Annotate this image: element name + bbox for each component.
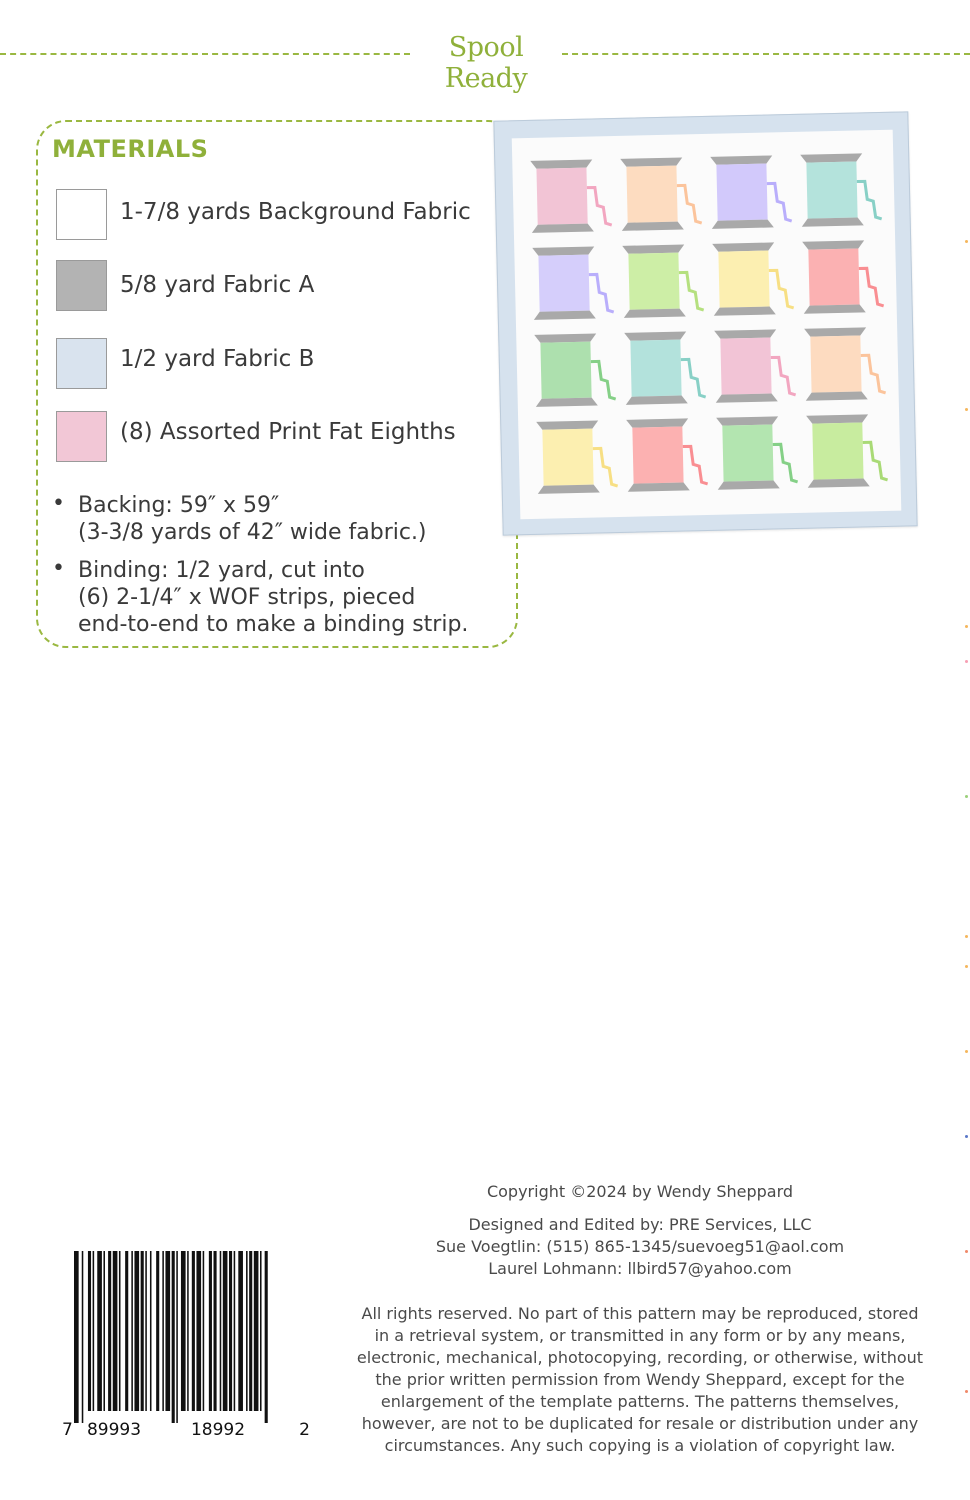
swatch-label-fat-eighths: (8) Assorted Print Fat Eighths: [120, 419, 456, 445]
barcode-bar: [103, 1251, 105, 1411]
edge-dot: [965, 660, 968, 663]
spool-block: [804, 327, 886, 401]
swatch-fabric-a: [56, 260, 107, 311]
spool-block: [800, 153, 882, 227]
spool-block: [710, 155, 792, 229]
spool-block: [530, 159, 612, 233]
spool-block: [622, 244, 704, 318]
barcode-bar: [229, 1251, 232, 1411]
edge-dot: [965, 795, 968, 798]
barcode-bar: [97, 1251, 102, 1411]
barcode-bar: [119, 1251, 121, 1411]
barcode-bar: [249, 1251, 252, 1411]
rights-line: the prior written permission from Wendy Sheppard, except for the: [375, 1370, 905, 1389]
backing-line-2: (3-3/8 yards of 42″ wide fabric.): [78, 520, 427, 545]
edge-dot: [965, 625, 968, 628]
edge-dot: [965, 935, 968, 938]
barcode-bar: [131, 1251, 133, 1411]
barcode-bar: [82, 1251, 84, 1423]
barcode-bar: [223, 1251, 228, 1411]
barcode-digits: 2: [299, 1420, 310, 1440]
barcode-digits: 7: [62, 1420, 73, 1440]
edge-dot: [965, 240, 968, 243]
barcode-bar: [265, 1251, 268, 1423]
binding-info: [78, 557, 468, 638]
barcode-bar: [209, 1251, 212, 1411]
spool-block: [624, 331, 706, 405]
barcode-bar: [134, 1251, 139, 1411]
swatch-label-background-fabric: 1-7/8 yards Background Fabric: [120, 199, 471, 225]
spool-block: [626, 418, 708, 492]
backing-line-1: Backing: 59″ x 59″: [78, 493, 280, 518]
barcode-bar: [187, 1251, 189, 1411]
swatch-fabric-b: [56, 338, 107, 389]
swatch-label-fabric-b: 1/2 yard Fabric B: [120, 346, 315, 372]
edge-dot: [965, 965, 968, 968]
barcode-bar: [145, 1251, 147, 1411]
copyright-line: Copyright ©2024 by Wendy Sheppard: [486, 1182, 794, 1201]
barcode-bar: [172, 1251, 175, 1423]
spool-quilt-svg: [512, 130, 902, 520]
spool-block: [620, 157, 702, 231]
header-dashed-line-right: [562, 53, 970, 55]
barcode-bar: [246, 1251, 248, 1411]
edge-dot: [965, 408, 968, 411]
header-dashed-line-left: [0, 53, 410, 55]
barcode-bar: [165, 1251, 170, 1411]
barcode-bar: [113, 1251, 118, 1411]
barcode-bar: [181, 1251, 186, 1411]
materials-title: MATERIALS: [52, 135, 209, 163]
barcode-bar: [254, 1251, 259, 1411]
swatch-label-fabric-a: 5/8 yard Fabric A: [120, 272, 315, 298]
spool-block: [532, 246, 614, 320]
barcode-digits: 18992: [190, 1420, 246, 1440]
barcode-bar: [234, 1251, 236, 1411]
rights-line: circumstances. Any such copying is a violation of copyright law.: [384, 1436, 896, 1455]
swatch-fat-eighths: [56, 411, 107, 462]
binding-line-3: end-to-end to make a binding strip.: [78, 612, 469, 637]
spool-block: [716, 416, 798, 490]
barcode-bar: [88, 1251, 91, 1411]
binding-line-1: Binding: 1/2 yard, cut into: [78, 558, 365, 583]
barcode-bar: [203, 1251, 205, 1411]
swatch-background-fabric: [56, 189, 107, 240]
rights-line: electronic, mechanical, photocopying, recording, or otherwise, without: [356, 1348, 924, 1367]
rights-line: however, are not to be duplicated for resale or distribution under any: [361, 1414, 919, 1433]
barcode-bar: [156, 1251, 159, 1411]
spool-block: [712, 242, 794, 316]
quilt-illustration: [493, 111, 917, 535]
edge-dot: [965, 1390, 968, 1393]
barcode-bar: [93, 1251, 95, 1411]
barcode-bar: [192, 1251, 195, 1411]
spool-block: [534, 333, 616, 407]
quilt-center: [512, 130, 902, 520]
rights-line: in a retrieval system, or transmitted in any form or by any means,: [374, 1326, 906, 1345]
barcode-bar: [162, 1251, 164, 1411]
bullet-dot: •: [52, 556, 65, 581]
spool-block: [806, 414, 888, 488]
spool-block: [536, 420, 618, 494]
barcode-bar: [150, 1251, 152, 1411]
spool-block: [714, 329, 796, 403]
credit-laurel: Laurel Lohmann: llbird57@yahoo.com: [488, 1259, 792, 1278]
barcode-bar: [141, 1251, 144, 1411]
backing-info: [78, 492, 427, 546]
barcode-bars: [58, 1251, 318, 1441]
edge-dot: [965, 1250, 968, 1253]
barcode-bar: [220, 1251, 222, 1411]
barcode-bar: [74, 1251, 79, 1423]
edge-dot: [965, 1135, 968, 1138]
barcode-bar: [108, 1251, 111, 1411]
credit-sue: Sue Voegtlin: (515) 865-1345/suevoeg51@aol.com: [435, 1237, 845, 1256]
credit-designed: Designed and Edited by: PRE Services, LLC: [468, 1215, 812, 1234]
binding-line-2: (6) 2-1/4″ x WOF strips, pieced: [78, 585, 416, 610]
rights-block: [340, 1303, 940, 1457]
barcode: [58, 1251, 318, 1441]
page-header-title: Spool Ready: [444, 32, 528, 94]
edge-dot: [965, 1050, 968, 1053]
spool-block: [802, 240, 884, 314]
barcode-bar: [238, 1251, 243, 1411]
rights-line: enlargement of the template patterns. The patterns themselves,: [380, 1392, 900, 1411]
barcode-bar: [196, 1251, 201, 1411]
barcode-bar: [176, 1251, 178, 1423]
barcode-digits: 89993: [86, 1420, 142, 1440]
barcode-bar: [260, 1251, 262, 1411]
barcode-bar: [214, 1251, 217, 1411]
credits-block: [340, 1214, 940, 1280]
barcode-bar: [125, 1251, 128, 1411]
rights-line: All rights reserved. No part of this pattern may be reproduced, stored: [361, 1304, 919, 1323]
bullet-dot: •: [52, 491, 65, 516]
